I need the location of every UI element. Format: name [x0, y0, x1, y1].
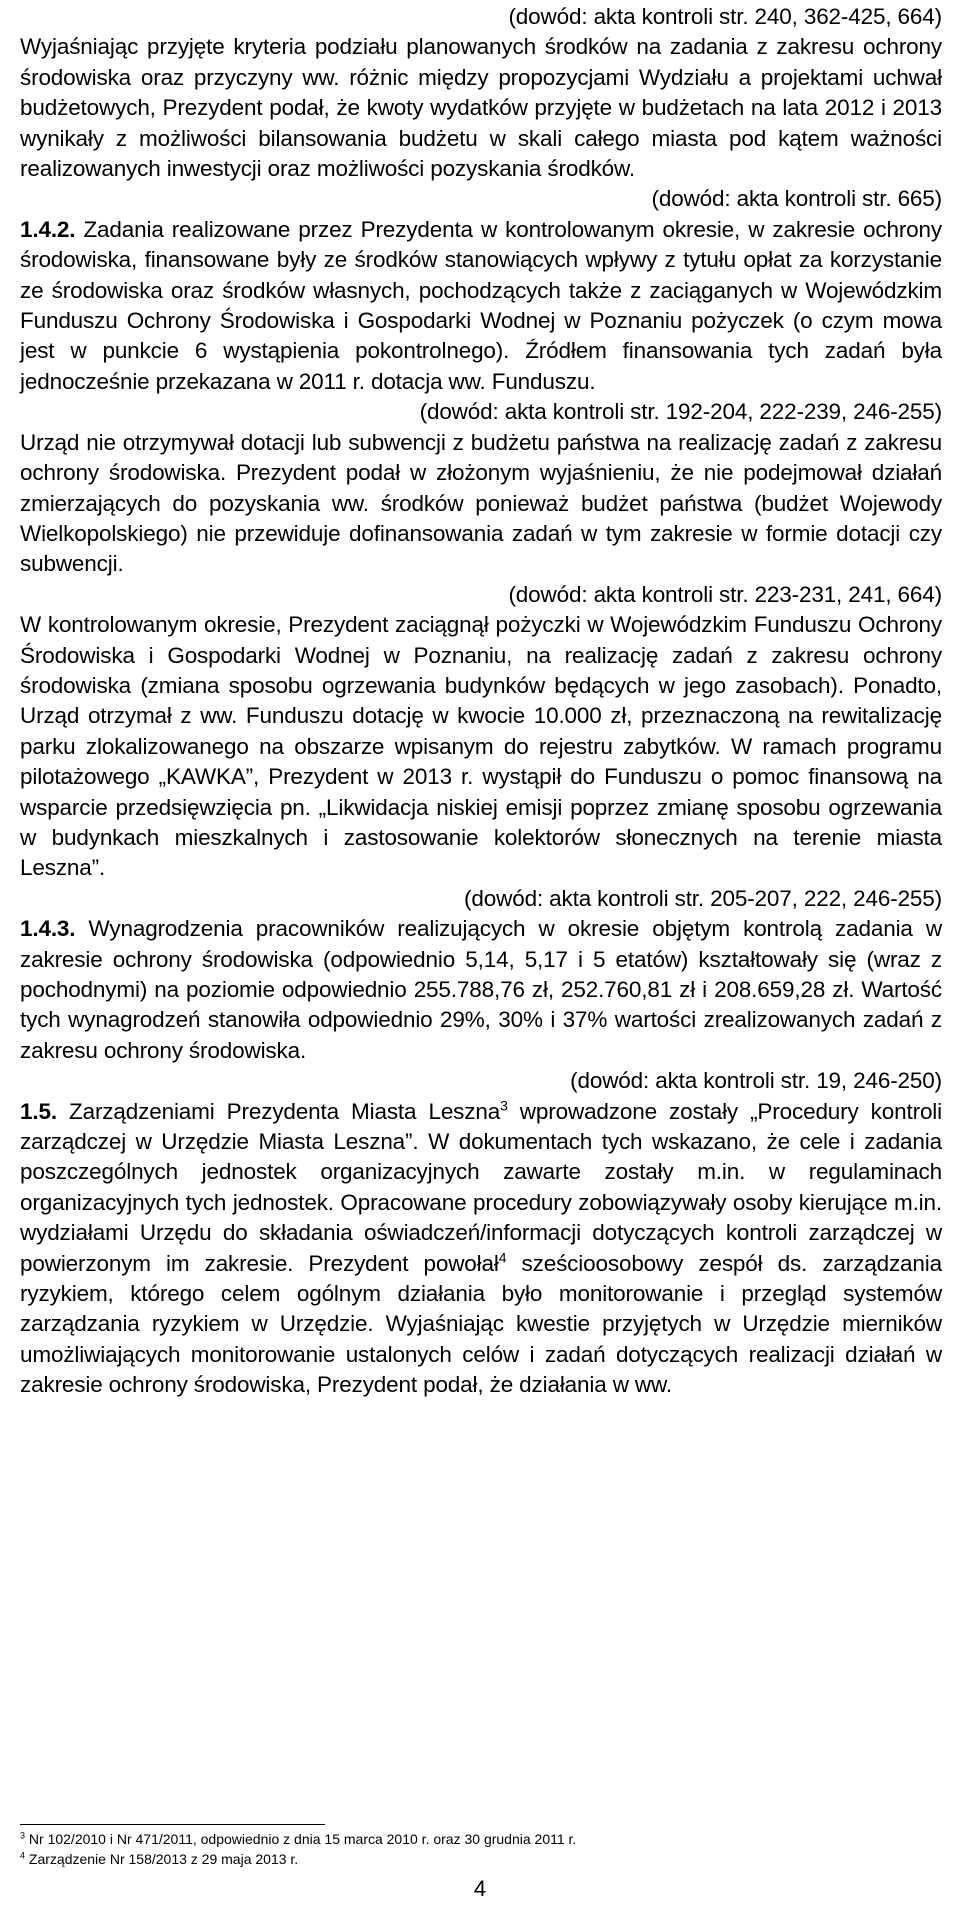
- footnote-text: Nr 102/2010 i Nr 471/2011, odpowiednio z dnia 15 marca 2010 r. oraz 30 grudnia 2011 r.: [25, 1831, 577, 1847]
- paragraph-text: Zarządzeniami Prezydenta Miasta Leszna: [56, 1098, 501, 1124]
- evidence-citation: (dowód: akta kontroli str. 19, 246-250): [570, 1068, 942, 1094]
- paragraph: Urząd nie otrzymywał dotacji lub subwencji z budżetu państwa na realizację zadań z zakresu ochrony środowiska. Prezydent podał w złożonym wyjaśnieniu, że nie podejmował działań zmierzających do pozyskania ww. środków ponieważ budżet państwa (budżet Wojewody Wielkopolskiego) nie przewiduje dofinansowania zadań w tym zakresie w formie dotacji czy subwencji.: [20, 429, 942, 577]
- footnotes: [20, 1829, 942, 1869]
- paragraph-text: Wynagrodzenia pracowników realizujących w okresie objętym kontrolą zadania w zakresie ochrony środowiska (odpowiednio 5,14, 5,17 i 5 etatów) kształtowały się (wraz z pochodnymi) na poziomie odpowiednio 255.788,76 zł, 252.760,81 zł i 208.659,28 zł. Wartość tych wynagrodzeń stanowiła odpowiednio 29%, 30% i 37% wartości zrealizowanych zadań z zakresu ochrony środowiska.: [20, 916, 942, 1063]
- evidence-citation: (dowód: akta kontroli str. 223-231, 241, 664): [508, 581, 942, 607]
- paragraph: [20, 1097, 942, 1401]
- section-number: 1.4.2.: [20, 216, 76, 242]
- section-number: 1.4.3.: [20, 916, 76, 942]
- footnote-reference[interactable]: 4: [498, 1249, 507, 1266]
- paragraph-text: Zadania realizowane przez Prezydenta w kontrolowanym okresie, w zakresie ochrony środowiska, finansowane były ze środków stanowiących wpływy z tytułu opłat za korzystanie ze środowiska oraz środków własnych, pochodzących także z zaciąganych w Wojewódzkim Funduszu Ochrony Środowiska i Gospodarki Wodnej w Poznaniu pożyczek (o czym mowa jest w punkcie 6 wystąpienia pokontrolnego). Źródłem finansowania tych zadań była jednocześnie przekazana w 2011 r. dotacja ww. Funduszu.: [20, 216, 942, 394]
- footnote-mark: 4: [20, 1850, 26, 1861]
- footnote-divider: [20, 1824, 325, 1825]
- evidence-citation: (dowód: akta kontroli str. 205-207, 222, 246-255): [464, 885, 942, 911]
- body-text: [20, 2, 942, 1401]
- paragraph-text: sześcioosobowy zespół ds. zarządzania ryzykiem, którego celem ogólnym działania było monitorowanie i przegląd systemów zarządzania ryzykiem w Urzędzie. Wyjaśniając kwestie przyjętych w Urzędzie mierników umożliwiających monitorowanie ustalonych celów i zadań dotyczących realizacji działań w zakresie ochrony środowiska, Prezydent podał, że działania w ww.: [20, 1250, 943, 1398]
- footnote-text: Zarządzenie Nr 158/2013 z 29 maja 2013 r.: [25, 1851, 299, 1867]
- footnote-mark: 3: [20, 1830, 26, 1841]
- paragraph: [20, 215, 942, 397]
- paragraph-text: wprowadzone zostały „Procedury kontroli zarządczej w Urzędzie Miasta Leszna”. W dokumentach tych wskazano, że cele i zadania poszczególnych jednostek organizacyjnych zawarte zostały m.in. w regulaminach organizacyjnych tych jednostek. Opracowane procedury zobowiązywały osoby kierujące m.in. wydziałami Urzędu do składania oświadczeń/informacji dotyczących kontroli zarządczej w powierzonym im zakresie. Prezydent powołał: [20, 1098, 942, 1276]
- section-number: 1.5.: [20, 1098, 57, 1124]
- evidence-citation: (dowód: akta kontroli str. 192-204, 222-239, 246-255): [419, 399, 942, 425]
- footnote-reference[interactable]: 3: [500, 1097, 508, 1114]
- paragraph: [20, 914, 942, 1066]
- evidence-citation: (dowód: akta kontroli str. 240, 362-425, 664): [508, 4, 942, 29]
- footnote: [20, 1849, 942, 1869]
- evidence-citation: (dowód: akta kontroli str. 665): [651, 186, 942, 212]
- page-number: 4: [473, 1876, 487, 1901]
- paragraph: W kontrolowanym okresie, Prezydent zaciągnął pożyczki w Wojewódzkim Funduszu Ochrony Środowiska i Gospodarki Wodnej w Poznaniu, na realizację zadań z zakresu ochrony środowiska (zmiana sposobu ogrzewania budynków będących w jego zasobach). Ponadto, Urząd otrzymał z ww. Funduszu dotację w kwocie 10.000 zł, przeznaczoną na rewitalizację parku zlokalizowanego na obszarze wpisanym do rejestru zabytków. W ramach programu pilotażowego „KAWKA”, Prezydent w 2013 r. wystąpił do Funduszu o pomoc finansową na wsparcie przedsięwzięcia pn. „Likwidacja niskiej emisji poprzez zmianę sposobu ogrzewania w budynkach mieszkalnych i zastosowanie kolektorów słonecznych na terenie miasta Leszna”.: [20, 612, 942, 881]
- paragraph: Wyjaśniając przyjęte kryteria podziału planowanych środków na zadania z zakresu ochrony środowiska oraz przyczyny ww. różnic między propozycjami Wydziału a projektami uchwał budżetowych, Prezydent podał, że kwoty wydatków przyjęte w budżetach na lata 2012 i 2013 wynikały z możliwości bilansowania budżetu w skali całego miasta pod kątem ważności realizowanych inwestycji oraz możliwości pozyskania środków.: [20, 34, 942, 182]
- footnote: [20, 1829, 942, 1849]
